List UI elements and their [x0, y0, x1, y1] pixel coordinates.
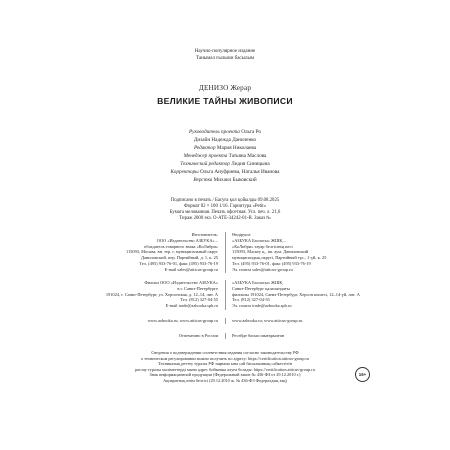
- printed-in-kz: Ресейде басып шығарылған: [232, 333, 285, 338]
- print-info-block: [0, 198, 450, 222]
- edition-type-ru: Научно-популярное издание: [194, 49, 256, 54]
- print-info-line: Тираж 2000 экз. О-АТЕ-34242-01-R. Заказ №: [179, 216, 271, 221]
- credit-line: Корректоры Ольга Ануфриева, Наталья Иванова: [170, 169, 280, 175]
- credits-block: [0, 128, 450, 184]
- producer-kz: Өндіруші: «АЗБУКА Баспасы» ЖШҚ – «КоЛибри» тауар белгісінің иесі 115093, Мәскеу қ., іш. аум. Даниловский муниципалдық округі, Партийный тұс., 1-үй, к. 25 Тел. (495) 933-76-01, факс (495) 933-76-19 Эл. пошта sales@atticus-group.ru: [232, 232, 327, 272]
- book-title: ВЕЛИКИЕ ТАЙНЫ ЖИВОПИСИ: [157, 96, 293, 106]
- note-line: Сведения о подтверждении соответствия издания согласно законодательству РФ: [151, 350, 299, 355]
- credit-line: Руководитель проекта Ольга Ро: [189, 129, 261, 135]
- note-line: растау туралы мәліметтерді мына адрес бойынша алуға болады: https://certification.atticus-group.ru: [135, 366, 315, 372]
- credit-line: Редактор Мария Николаева: [193, 145, 257, 151]
- website-kz: www.azbooka.ru; www.atticus-group.ru: [232, 318, 303, 323]
- note-line: Техникалық реттеу туралы РФ заңнама ына сай басылымның сәйкестігін: [158, 361, 292, 367]
- age-rating-badge: 16+: [355, 367, 370, 382]
- producer-ru: Изготовитель: ООО «Издательство АЗБУКА» – обладатель товарного знака «КоЛибри» 115093, Москва, вн. тер. г. муниципальный округ Даниловский, пер. Партийный, д. 1, к. 25 Тел. (495) 933-76-01, факс (495) 933-76-19 E-mail sales@atticus-group.ru: [125, 232, 218, 272]
- edition-type-kz: Танымал ғылыми басылым: [195, 56, 255, 61]
- note-line: Знак информационной продукции (Федеральный закон № 436-ФЗ от 29.12.2010 г.): [149, 372, 301, 378]
- author-name: ДЕНИЗО Жерар: [198, 84, 252, 92]
- print-info-line: Подписано в печать / Басуға қол қойылды 09.08.2025: [170, 198, 280, 203]
- website-ru: www.azbooka.ru; www.atticus-group.ru: [147, 318, 218, 323]
- printed-in-ru: Отпечатано в России: [178, 333, 218, 338]
- note-line: о техническом регулировании можно получить по адресу: https://certification.atticus-group.ru: [140, 355, 310, 361]
- column-divider: [225, 232, 226, 273]
- column-divider: [225, 333, 226, 339]
- branch-ru: Филиал ООО «Издательство АЗБУКА» в г. Санкт-Петербурге 191024, г. Санкт-Петербург, ул. Херсонская, д. 12–14, лит. А Тел. (812) 327-04-55 E-mail trade@azbooka.spb.ru: [105, 280, 218, 309]
- note-line: Ақпараттық өнім белгісі (29.12.2010 ж. № 436-ФЗ Федералдық заң): [163, 377, 287, 383]
- credit-line: Менеджер проекта Татьяна Маслова: [183, 153, 267, 159]
- print-info-line: Бумага мелованная. Печать офсетная. Усл. печ. л. 21,6: [169, 210, 281, 215]
- branch-kz: «АЗБУКА Баспасы» ЖШҚ Санкт-Петербург қаласындағы филиалы 191024, Санкт-Петербург, Херсон көшесі, 12–14-үй, лит. А Тел. (812) 327-04-55 Эл. пошта trade@azbooka.spb.ru: [232, 280, 360, 309]
- certification-notes: [0, 350, 450, 384]
- column-divider: [225, 318, 226, 324]
- credit-line: Технический редактор Лидия Синицына: [180, 161, 270, 167]
- credit-line: Дизайн Надежда Даниленко: [193, 137, 257, 143]
- column-divider: [225, 280, 226, 310]
- print-info-line: Формат 82 × 100 1/16. Гарнитура «Petit»: [183, 204, 267, 209]
- credit-line: Верстка Михаил Быковский: [193, 177, 257, 183]
